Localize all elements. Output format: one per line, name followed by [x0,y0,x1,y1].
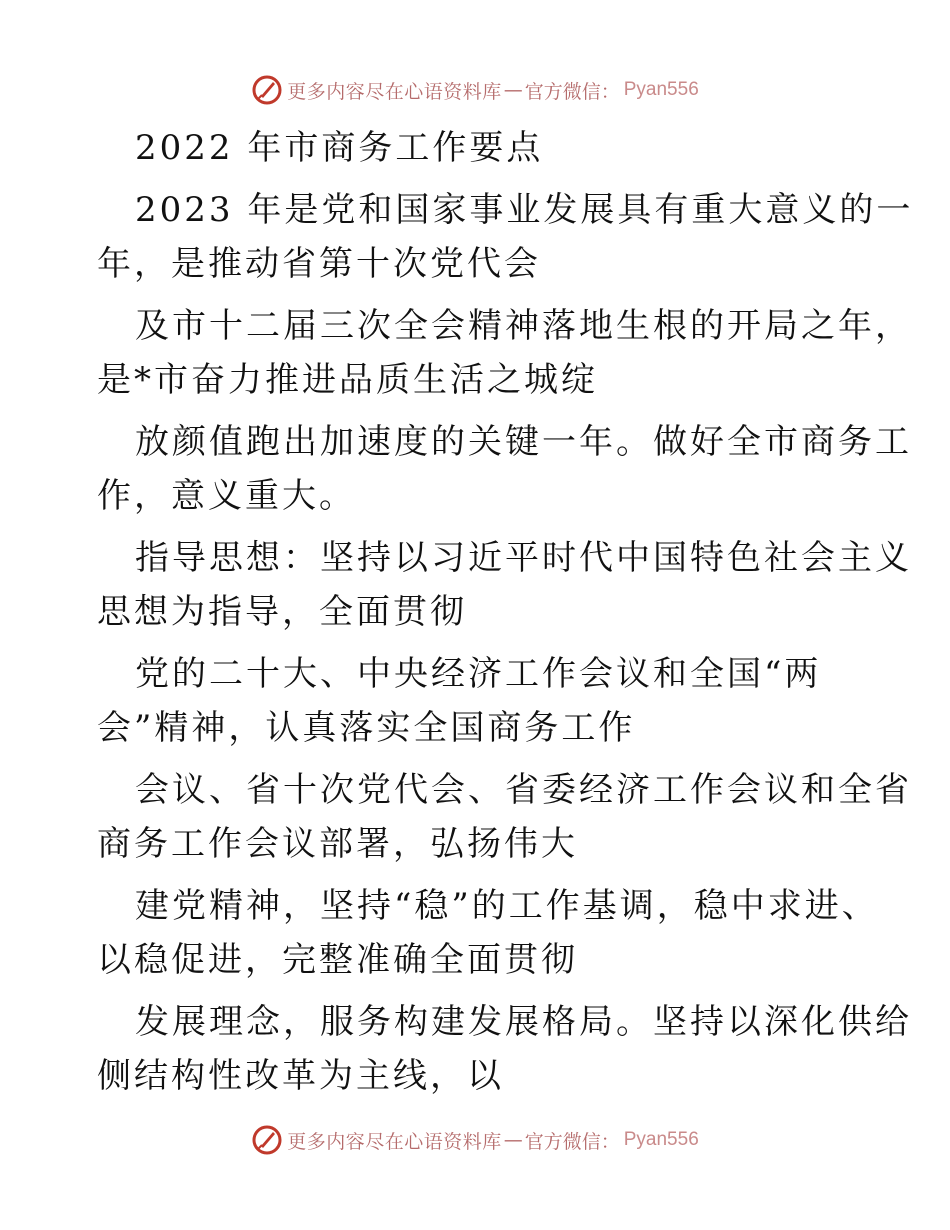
paragraph-line: 会议、省十次党代会、省委经济工作会议和全省 [135,770,912,810]
paragraph-line: 会”精神，认真落实全国商务工作 [97,708,636,748]
paragraph-line: 指导思想：坚持以习近平时代中国特色社会主义 [135,538,912,578]
paragraph-line: 作，意义重大。 [97,476,356,516]
paragraph-line: 党的二十大、中央经济工作会议和全国“两 [135,654,822,694]
quill-logo-icon [251,1124,283,1156]
paragraph-line: 建党精神，坚持“稳”的工作基调，稳中求进、 [135,886,879,926]
header-banner [0,72,950,108]
paragraph-line: 发展理念，服务构建发展格局。坚持以深化供给 [135,1002,912,1042]
banner-wechat-id: Pyan556 [623,79,699,100]
paragraph-line: 侧结构性改革为主线，以 [97,1056,504,1096]
banner-wechat-id: Pyan556 [623,1129,699,1150]
paragraph-line: 放颜值跑出加速度的关键一年。做好全市商务工 [135,422,912,462]
banner-slogan: 更多内容尽在心语资料库 [287,1130,502,1153]
paragraph-line: 是*市奋力推进品质生活之城绽 [97,360,598,400]
banner-separator: — [503,79,523,101]
paragraph-line: 2023 年是党和国家事业发展具有重大意义的一 [135,190,914,230]
paragraph-line: 以稳促进，完整准确全面贯彻 [97,940,578,980]
banner-wechat-label: 官方微信： [524,80,620,103]
paragraph-line: 商务工作会议部署，弘扬伟大 [97,824,578,864]
quill-logo-icon [251,74,283,106]
paragraph-line: 年，是推动省第十次党代会 [97,244,541,284]
banner-wechat-label: 官方微信： [524,1130,620,1153]
banner-separator: — [503,1129,523,1151]
document-title: 2022 年市商务工作要点 [135,128,544,168]
paragraph-line: 及市十二届三次全会精神落地生根的开局之年， [135,306,912,346]
footer-banner [0,1122,950,1158]
banner-slogan: 更多内容尽在心语资料库 [287,80,502,103]
paragraph-line: 思想为指导，全面贯彻 [97,592,467,632]
